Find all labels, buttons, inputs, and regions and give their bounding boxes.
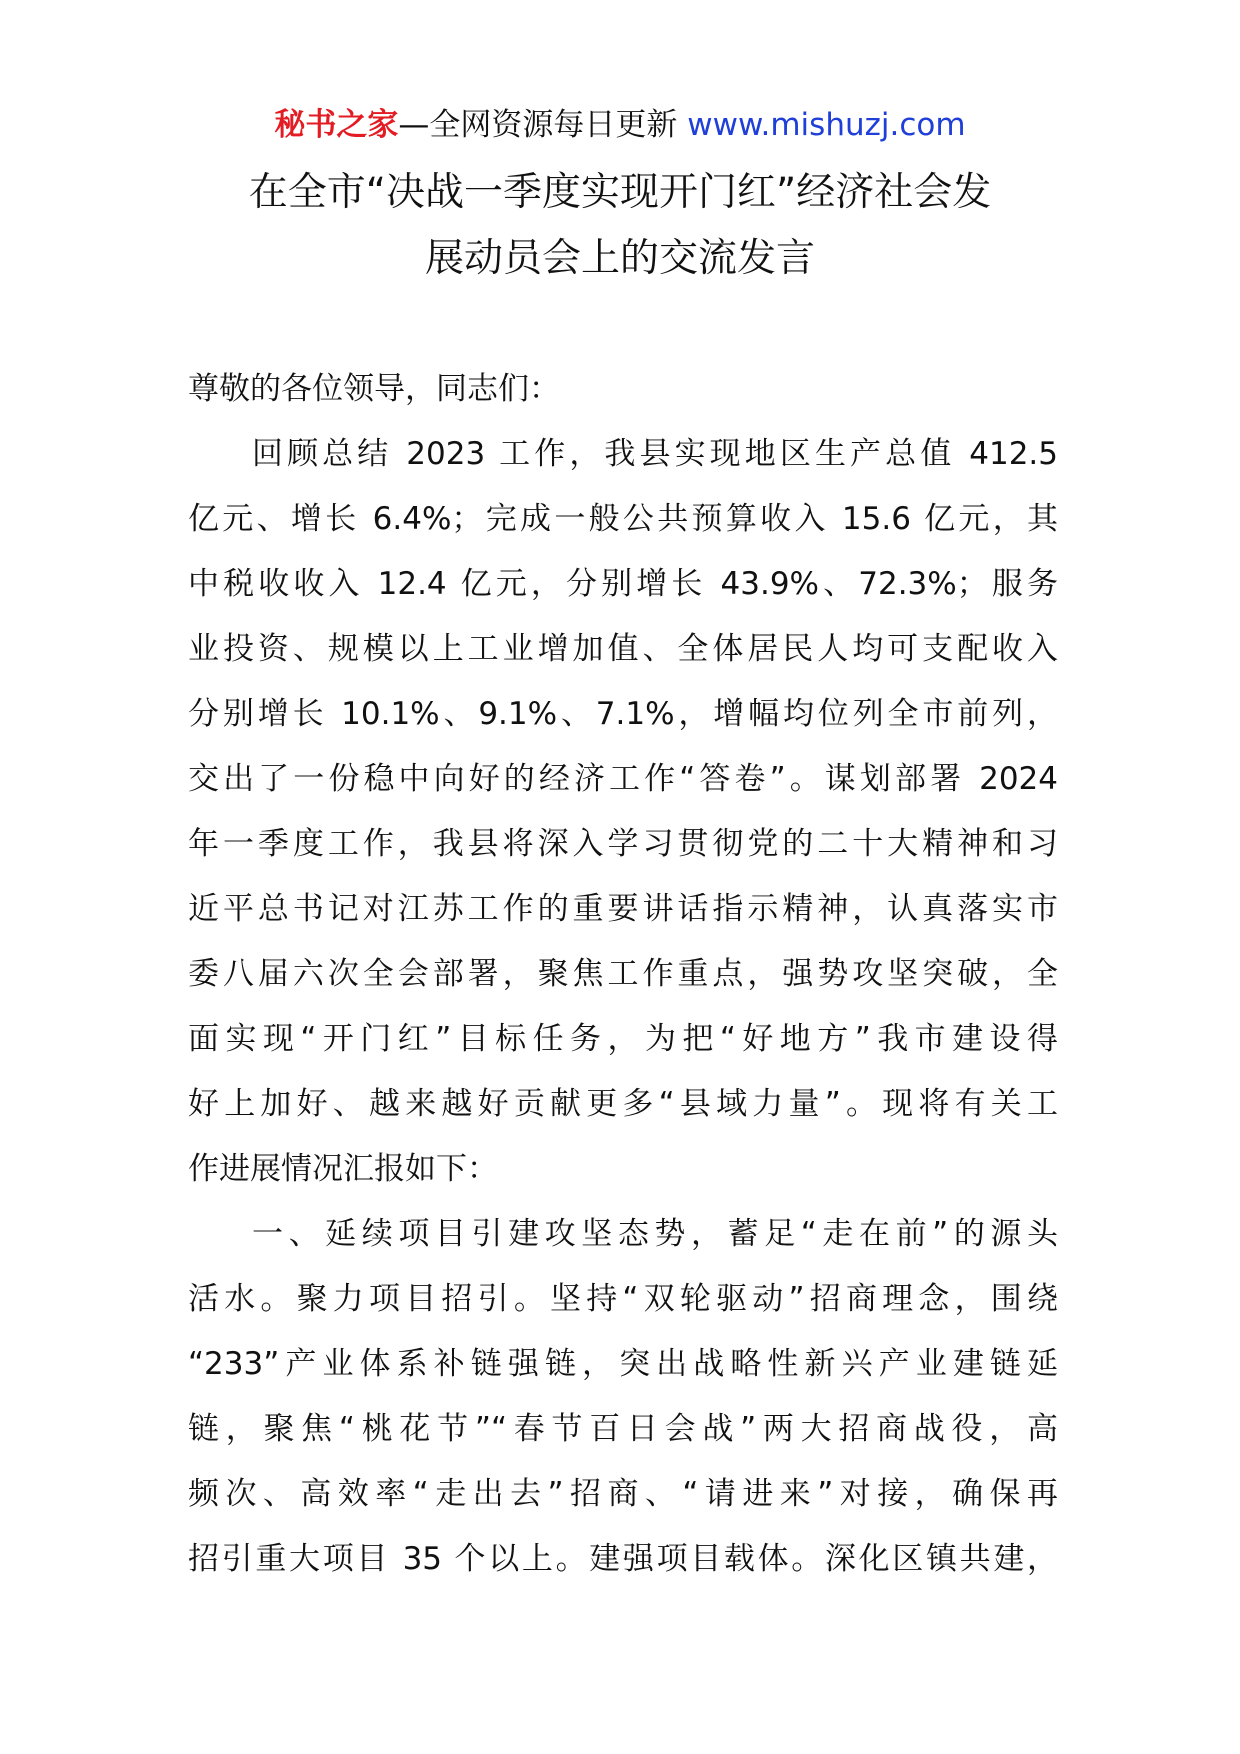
body-line: 频次、高效率“走出去”招商、“请进来”对接，确保再	[188, 1476, 1058, 1512]
body-line: 委八届六次全会部署，聚焦工作重点，强势攻坚突破，全	[188, 956, 1058, 992]
body-line: 业投资、规模以上工业增加值、全体居民人均可支配收入	[188, 631, 1058, 667]
document-title	[150, 160, 1090, 292]
site-brand: 秘书之家	[274, 107, 399, 143]
body-line: 好上加好、越来越好贡献更多“县域力量”。现将有关工	[188, 1086, 1058, 1122]
body-line: 交出了一份稳中向好的经济工作“答卷”。谋划部署 2024	[188, 761, 1058, 797]
body-line: 亿元、增长 6.4%；完成一般公共预算收入 15.6 亿元，其	[188, 501, 1058, 537]
title-line: 展动员会上的交流发言	[424, 236, 815, 281]
body-line: 活水。聚力项目招引。坚持“双轮驱动”招商理念，围绕	[188, 1281, 1058, 1317]
site-header	[0, 100, 1240, 150]
body-line: 近平总书记对江苏工作的重要讲话指示精神，认真落实市	[188, 891, 1058, 927]
body-line: “233”产业体系补链强链，突出战略性新兴产业建链延	[188, 1346, 1058, 1382]
body-line: 分别增长 10.1%、9.1%、7.1%，增幅均位列全市前列，	[188, 696, 1058, 732]
body-line: 一、延续项目引建攻坚态势，蓄足“走在前”的源头	[252, 1216, 1058, 1252]
body-line: 回顾总结 2023 工作，我县实现地区生产总值 412.5	[252, 436, 1058, 472]
body-line: 作进展情况汇报如下：	[188, 1151, 498, 1187]
body-line: 链，聚焦“桃花节”“春节百日会战”两大招商战役，高	[188, 1411, 1058, 1447]
body-line: 尊敬的各位领导，同志们：	[188, 371, 560, 407]
body-line: 中税收收入 12.4 亿元，分别增长 43.9%、72.3%；服务	[188, 566, 1058, 602]
body-line: 招引重大项目 35 个以上。建强项目载体。深化区镇共建，	[188, 1541, 1058, 1577]
body-line: 年一季度工作，我县将深入学习贯彻党的二十大精神和习	[188, 826, 1058, 862]
site-url-link[interactable]: www.mishuzj.com	[687, 107, 966, 143]
document-body	[188, 357, 1058, 1592]
site-tagline: —全网资源每日更新	[398, 107, 678, 143]
title-line: 在全市“决战一季度实现开门红”经济社会发	[248, 170, 992, 215]
body-line: 面实现“开门红”目标任务，为把“好地方”我市建设得	[188, 1021, 1058, 1057]
